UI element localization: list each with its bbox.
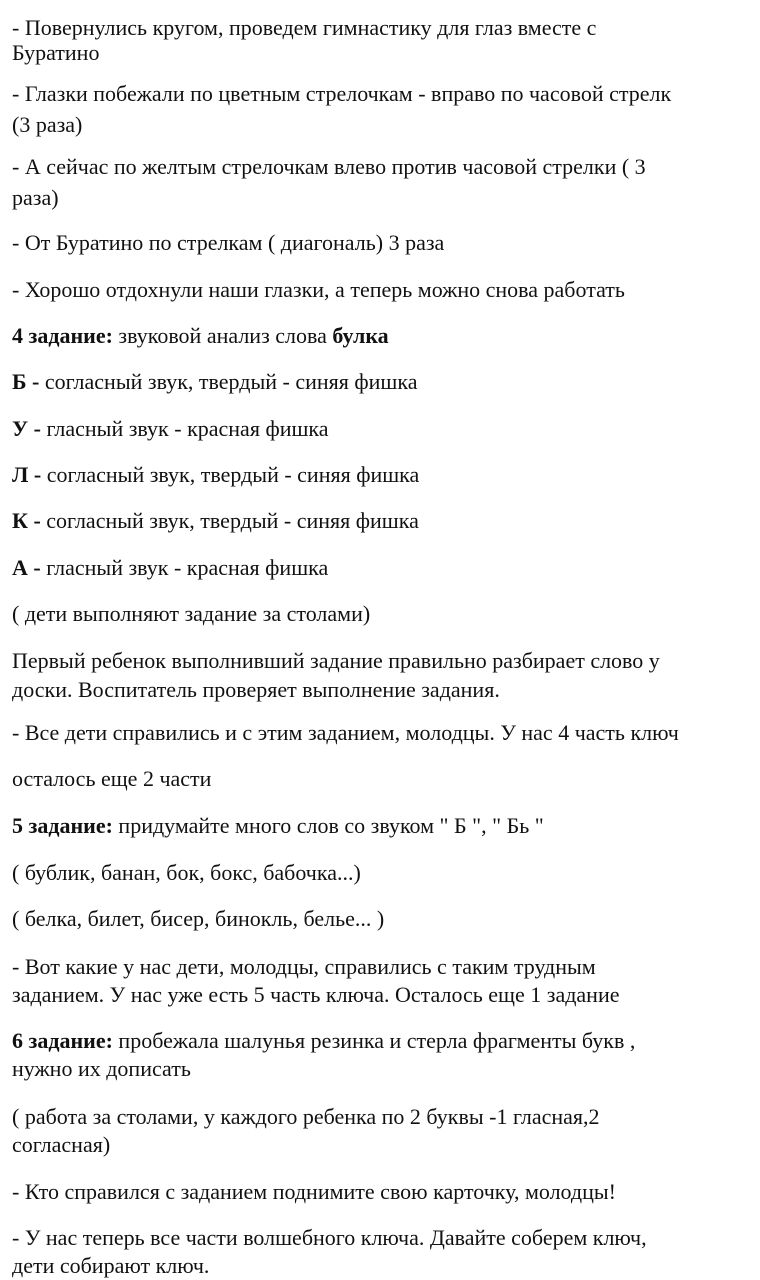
task-heading: 6 задание: пробежала шалунья резинка и стерла фрагменты букв , xyxy=(12,1028,636,1053)
text-line: согласная) xyxy=(12,1132,111,1157)
letter: К - xyxy=(12,508,41,533)
text-line: - Все дети справились и с этим заданием, молодцы. У нас 4 часть ключ xyxy=(12,720,679,745)
text-line: - А сейчас по желтым стрелочкам влево против часовой стрелки ( 3 xyxy=(12,154,646,179)
letter: У - xyxy=(12,416,41,441)
text-line: (3 раза) xyxy=(12,112,83,137)
text-line: раза) xyxy=(12,185,59,210)
text-line: - Повернулись кругом, проведем гимнастику для глаз вместе с xyxy=(12,15,597,40)
text-line: осталось еще 2 части xyxy=(12,766,212,791)
task-word: булка xyxy=(332,323,389,348)
text-line: ( бублик, банан, бок, бокс, бабочка...) xyxy=(12,860,361,885)
text-line: дети собирают ключ. xyxy=(12,1253,210,1278)
text-line: Первый ребенок выполнивший задание правильно разбирает слово у xyxy=(12,648,660,673)
text-line: - Кто справился с заданием поднимите свою карточку, молодцы! xyxy=(12,1179,616,1204)
sound-line: А - гласный звук - красная фишка xyxy=(12,555,329,580)
task-number: 6 задание: xyxy=(12,1028,113,1053)
sound-line: Л - согласный звук, твердый - синяя фишка xyxy=(12,462,420,487)
text-line: ( работа за столами, у каждого ребенка по 2 буквы -1 гласная,2 xyxy=(12,1104,600,1129)
letter: Л - xyxy=(12,462,42,487)
text-line: ( белка, билет, бисер, бинокль, белье... ) xyxy=(12,906,385,931)
text-line: ( дети выполняют задание за столами) xyxy=(12,601,371,626)
letter: А - xyxy=(12,555,41,580)
text-line: - Глазки побежали по цветным стрелочкам - вправо по часовой стрелк xyxy=(12,81,672,106)
task-number: 4 задание: xyxy=(12,323,113,348)
sound-line: У - гласный звук - красная фишка xyxy=(12,416,329,441)
text-line: заданием. У нас уже есть 5 часть ключа. Осталось еще 1 задание xyxy=(12,982,620,1007)
text-line: - От Буратино по стрелкам ( диагональ) 3 раза xyxy=(12,230,445,255)
task-number: 5 задание: xyxy=(12,813,113,838)
task-heading: 5 задание: придумайте много слов со звуком " Б ", " Бь " xyxy=(12,813,544,838)
text-line: - Вот какие у нас дети, молодцы, справились с таким трудным xyxy=(12,954,596,979)
task-heading: 4 задание: звуковой анализ слова булка xyxy=(12,323,389,348)
text-line: - У нас теперь все части волшебного ключа. Давайте соберем ключ, xyxy=(12,1225,647,1250)
text-line: доски. Воспитатель проверяет выполнение задания. xyxy=(12,677,500,702)
text-line: нужно их дописать xyxy=(12,1056,191,1081)
sound-line: Б - согласный звук, твердый - синяя фишка xyxy=(12,369,418,394)
letter: Б - xyxy=(12,369,40,394)
text-line: Буратино xyxy=(12,40,100,65)
sound-line: К - согласный звук, твердый - синяя фишка xyxy=(12,508,419,533)
text-line: - Хорошо отдохнули наши глазки, а теперь можно снова работать xyxy=(12,277,625,302)
